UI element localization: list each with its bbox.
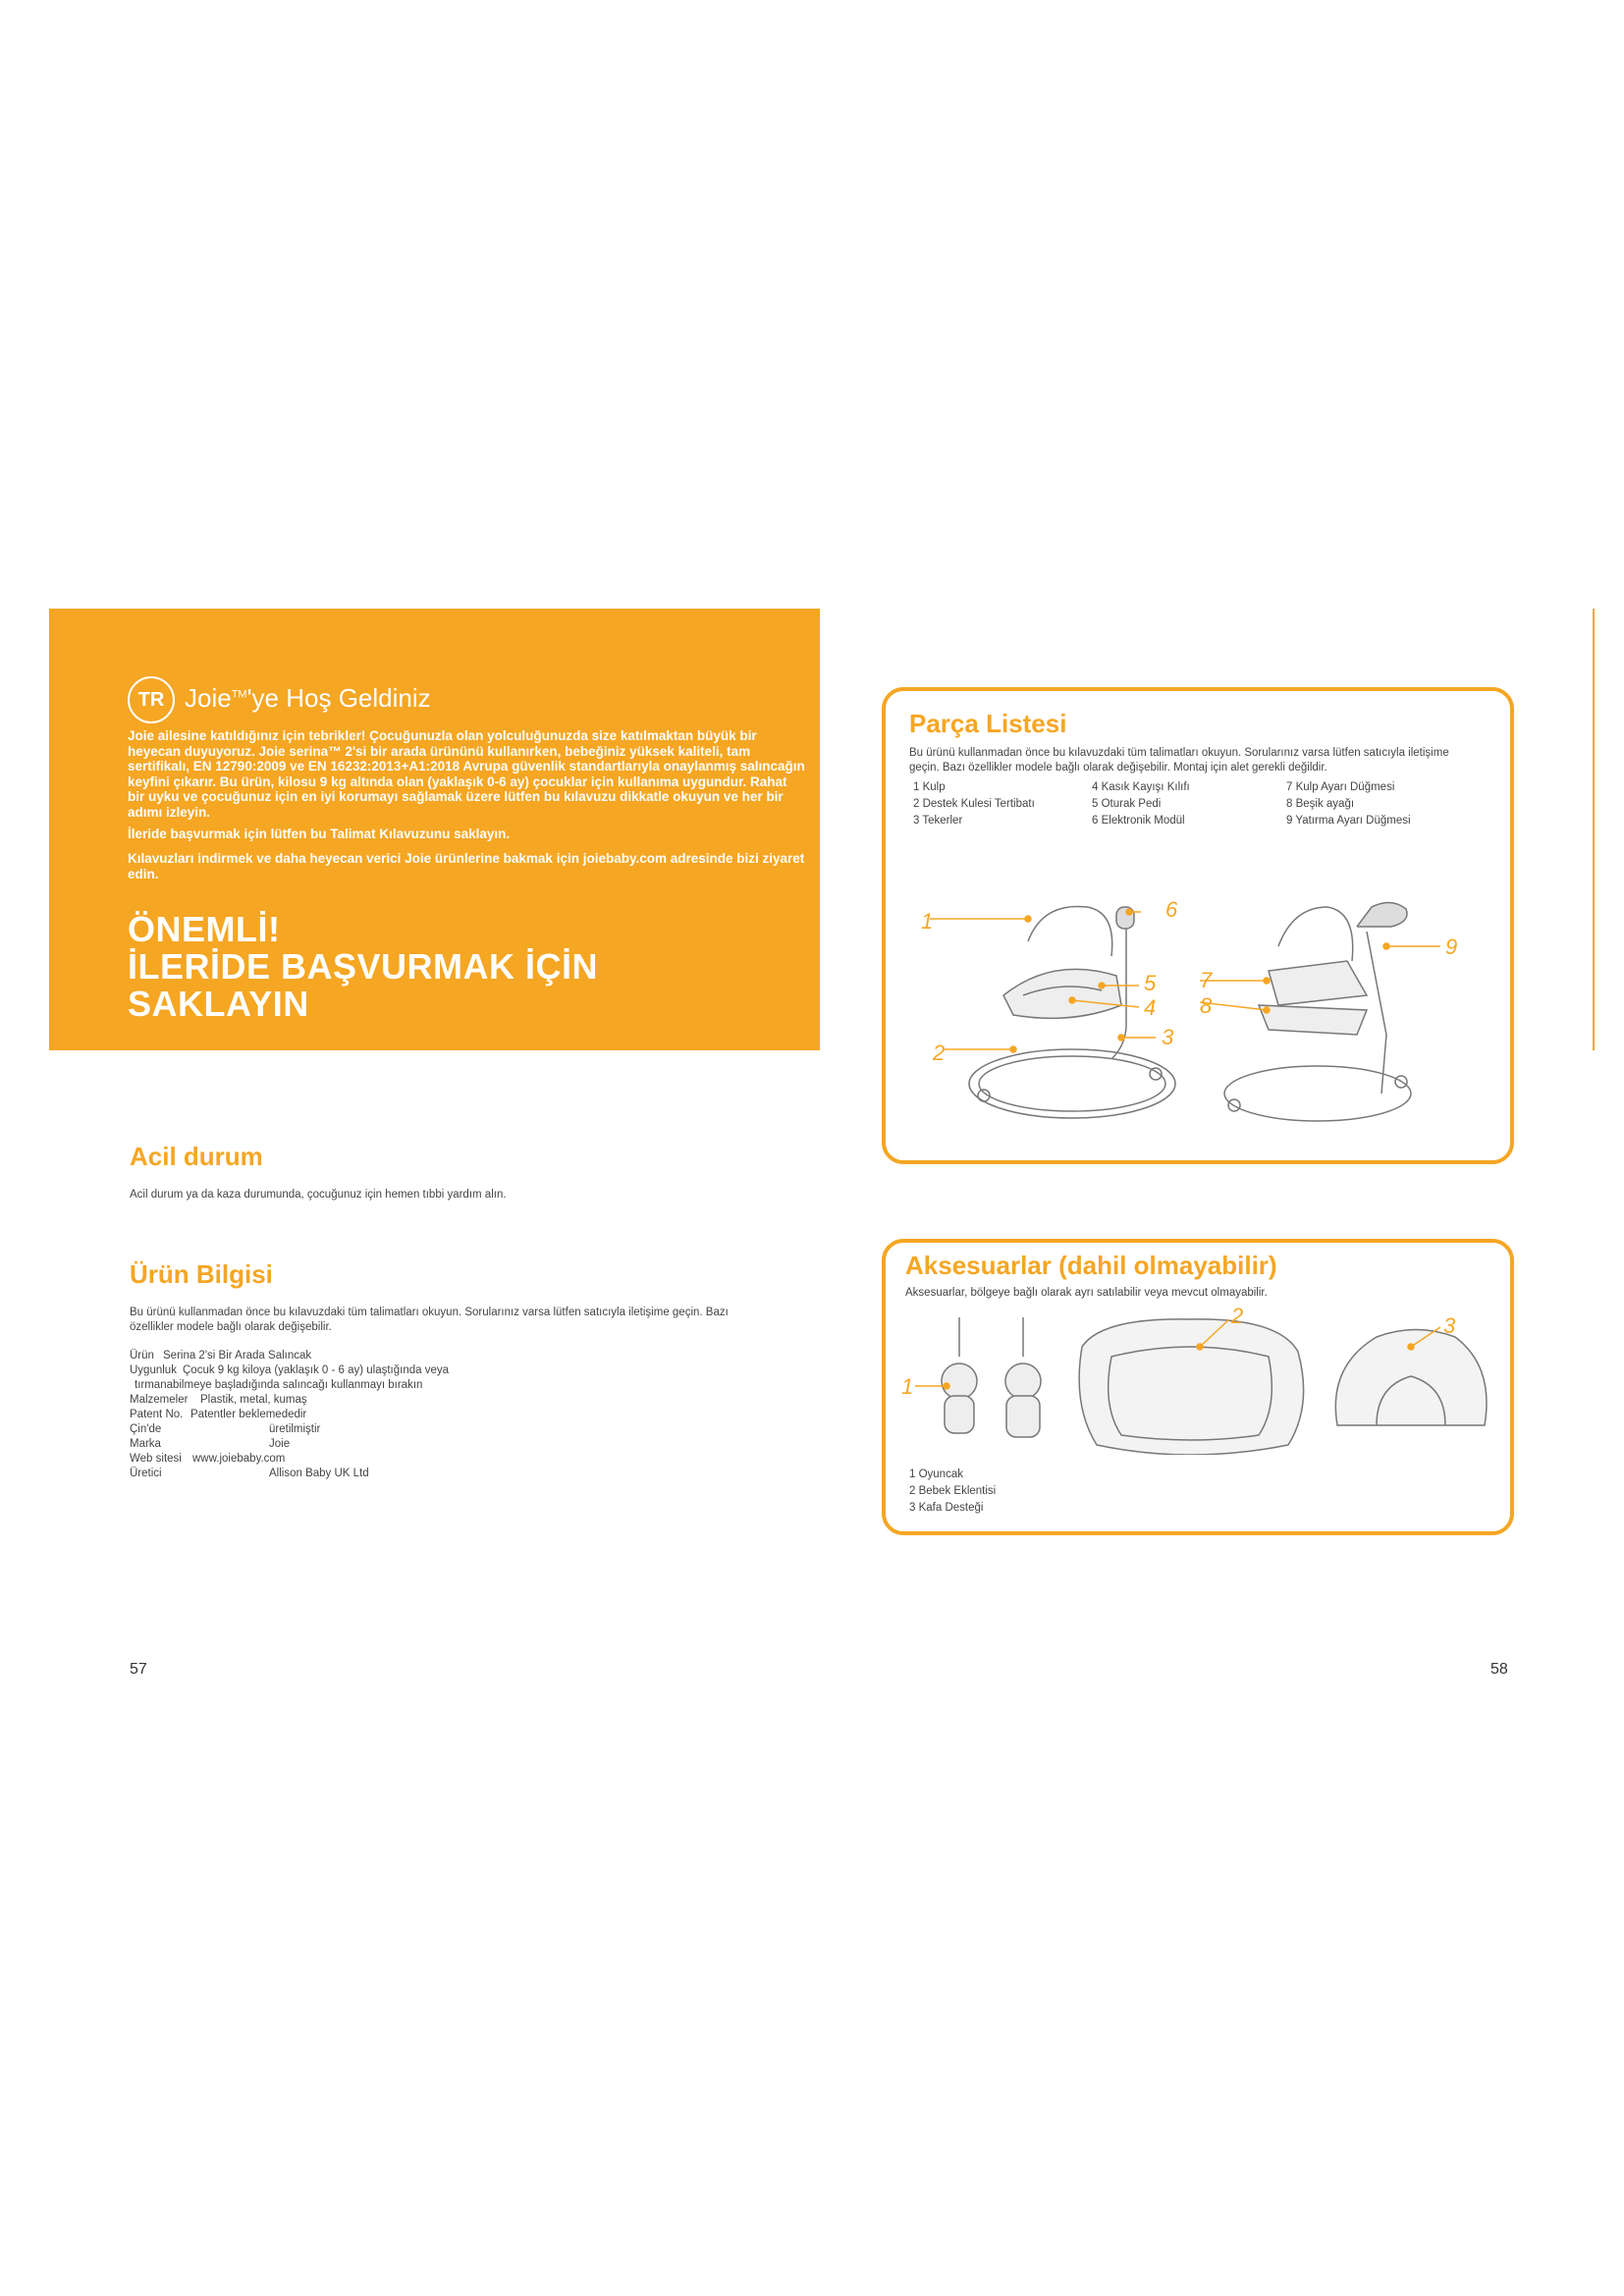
callout-4: 4: [1144, 995, 1157, 1020]
product-info-key: Marka: [130, 1438, 161, 1450]
part-item: 1 Kulp: [913, 781, 946, 793]
callout-1: 1: [921, 909, 934, 934]
product-info-key: Çin'de: [130, 1423, 162, 1435]
parts-list-box: [882, 687, 1514, 1164]
emergency-text: Acil durum ya da kaza durumunda, çocuğunuz için hemen tıbbi yardım alın.: [130, 1189, 507, 1201]
parts-intro-line-1: Bu ürünü kullanmadan önce bu kılavuzdaki tüm talimatları okuyun. Sorularınız varsa lütfen satıcıyla iletişime: [909, 747, 1449, 759]
product-info-value: Çocuk 9 kg kiloya (yaklaşık 0 - 6 ay) ulaştığında veya: [183, 1364, 450, 1376]
divider-line: [1593, 609, 1595, 1050]
accessories-list: [909, 1467, 996, 1517]
product-info-value: Plastik, metal, kumaş: [200, 1394, 307, 1406]
important-heading: ÖNEMLİ! İLERİDE BAŞVURMAK İÇİN SAKLAYIN: [128, 909, 599, 1024]
accessories-intro: Aksesuarlar, bölgeye bağlı olarak ayrı satılabilir veya mevcut olmayabilir.: [905, 1287, 1268, 1299]
part-item: 9 Yatırma Ayarı Düğmesi: [1286, 815, 1411, 827]
part-item: 3 Tekerler: [913, 815, 963, 827]
product-info-row: [130, 1423, 321, 1435]
product-info-value: Patentler beklemededir: [190, 1409, 307, 1420]
product-info-row: [130, 1453, 286, 1465]
accessories-box: [882, 1239, 1514, 1535]
acc-callout-3: 3: [1443, 1313, 1456, 1338]
product-info-row: [130, 1438, 291, 1450]
acc-callout-2: 2: [1231, 1304, 1244, 1328]
callout-8: 8: [1200, 993, 1213, 1018]
product-info-row: [130, 1350, 312, 1362]
intro-text: Joie ailesine katıldığınız için tebrikler! Çocuğunuzla olan yolculuğunuzda size katılmaktan büyük bir heyecan duyuyoruz. Joie serina™ 2'si bir arada ürününü kullanırken, bebeğiniz yüksek kaliteli, tam sertifikalı, EN 12790:2009 ve EN 16232:2013+A1:2018 Avrupa güvenlik standartlarıyla onaylanmış salıncağın keyfini çıkarır. Bu ürün, kilosu 9 kg altında olan (yaklaşık 0-6 ay) çocuklar için kullanıma uygundur. Rahat bir uyku ve çocuğunuz için en iyi korumayı sağlamak üzere lütfen bu kılavuzu dikkatle okuyun ve her bir adımı izleyin.: [128, 728, 805, 820]
download-text: Kılavuzları indirmek ve daha heyecan verici Joie ürünlerine bakmak için joiebaby.com adresinde bizi ziyaret edin.: [128, 851, 805, 881]
callout-2: 2: [933, 1041, 946, 1065]
part-item: 6 Elektronik Modül: [1092, 815, 1185, 827]
acc-callout-1: 1: [901, 1374, 914, 1399]
product-info-value: Allison Baby UK Ltd: [269, 1468, 369, 1479]
product-info-key: Web sitesi: [130, 1453, 182, 1465]
parts-list-title: Parça Listesi: [909, 709, 1067, 738]
product-info-key: Malzemeler: [130, 1394, 189, 1406]
product-info-row: [130, 1409, 307, 1420]
page-number-right: 58: [1490, 1661, 1508, 1678]
callout-7: 7: [1200, 968, 1213, 992]
product-info-value: www.joiebaby.com: [192, 1453, 286, 1465]
callout-5: 5: [1144, 971, 1157, 995]
part-item: 4 Kasık Kayışı Kılıfı: [1092, 781, 1190, 793]
keep-manual-text: İleride başvurmak için lütfen bu Talimat Kılavuzunu saklayın.: [128, 827, 511, 841]
callout-6: 6: [1165, 897, 1178, 922]
part-item: 7 Kulp Ayarı Düğmesi: [1286, 781, 1395, 793]
callout-3: 3: [1162, 1025, 1174, 1049]
parts-intro-line-2: geçin. Bazı özellikler modele bağlı olarak değişebilir. Montaj için alet gerekli değildir.: [909, 762, 1327, 774]
product-info-value: Joie: [269, 1438, 291, 1450]
product-info-value: üretilmiştir: [269, 1423, 321, 1435]
parts-column-1: [913, 779, 1035, 829]
product-info-row: [130, 1394, 307, 1406]
product-info-value: tırmanabilmeye başladığında salıncağı kullanmayı bırakın: [135, 1379, 423, 1391]
part-item: 8 Beşik ayağı: [1286, 798, 1355, 810]
product-info-title: Ürün Bilgisi: [130, 1259, 273, 1289]
product-info-key: Uygunluk: [130, 1364, 177, 1376]
product-info-key: Patent No.: [130, 1409, 184, 1420]
page-number-left: 57: [130, 1661, 147, 1678]
emergency-title: Acil durum: [130, 1142, 263, 1171]
accessory-item: 1 Oyuncak: [909, 1468, 963, 1480]
accessory-item: 3 Kafa Desteği: [909, 1502, 984, 1514]
accessories-title: Aksesuarlar (dahil olmayabilir): [905, 1251, 1277, 1280]
welcome-panel: [49, 609, 820, 1050]
callout-9: 9: [1445, 934, 1458, 959]
accessories-illustration: [905, 1308, 1494, 1455]
product-intro: Bu ürünü kullanmadan önce bu kılavuzdaki tüm talimatları okuyun. Sorularınız varsa lütfen satıcıyla iletişime geçin. Bazı özellikler modele bağlı olarak değişebilir.: [130, 1307, 729, 1333]
product-info-key: Ürün: [130, 1350, 154, 1362]
product-info-row: [130, 1364, 450, 1376]
parts-column-2: [1092, 779, 1190, 829]
product-info-key: Üretici: [130, 1468, 162, 1479]
accessory-item: 2 Bebek Eklentisi: [909, 1485, 997, 1497]
parts-column-3: [1286, 779, 1411, 829]
product-info-value: Serina 2'si Bir Arada Salıncak: [163, 1350, 312, 1362]
part-item: 5 Oturak Pedi: [1092, 798, 1162, 810]
part-item: 2 Destek Kulesi Tertibatı: [913, 798, 1035, 810]
welcome-title: Joie™'ye Hoş Geldiniz: [185, 683, 431, 713]
language-badge: TR: [128, 676, 175, 723]
product-info-row: [130, 1468, 369, 1479]
